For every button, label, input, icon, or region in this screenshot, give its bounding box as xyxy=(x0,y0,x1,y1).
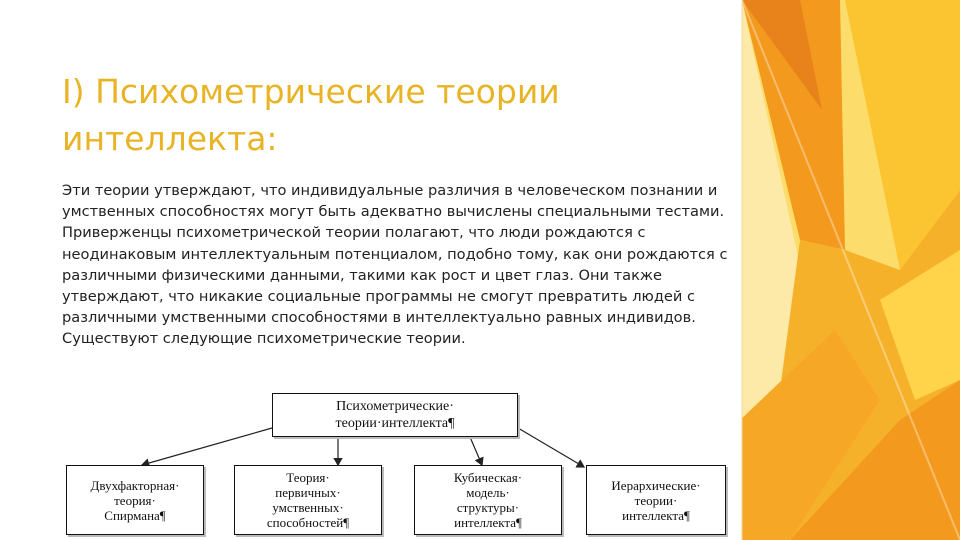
theories-diagram xyxy=(60,388,740,540)
connector-to-node-1 xyxy=(142,428,272,465)
connector-to-node-3 xyxy=(470,437,482,465)
diagram-node-primary-abilities: Теория· первичных· умственных· способностей¶ xyxy=(234,465,382,535)
diagram-node-hierarchical: Иерархические· теории· интеллекта¶ xyxy=(586,465,726,535)
diagram-node-spearman: Двухфакторная· теория· Спирмана¶ xyxy=(66,465,204,535)
diagram-root-node: Психометрические· теории·интеллекта¶ xyxy=(272,393,518,437)
connector-to-node-4 xyxy=(518,428,584,467)
diagram-node-cubic-model: Кубическая· модель· структуры· интеллекта¶ xyxy=(414,465,562,535)
slide-body-text: Эти теории утверждают, что индивидуальные различия в человеческом познании и умственных способностях могут быть адекватно вычислены специальными тестами. Приверженцы психометрической теории полагают, что люди рождаются с неодинаковым интеллектуальным потенциалом, подобно тому, как они рождаются с различными физическими данными, такими как рост и цвет глаз. Они также утверждают, что никакие социальные программы не смогут превратить людей с различными умственными способностями в интеллектуально равных индивидов. Существуют следующие психометрические теории. xyxy=(62,182,728,348)
slide-title: I) Психометрические теории интеллекта: xyxy=(62,72,560,158)
